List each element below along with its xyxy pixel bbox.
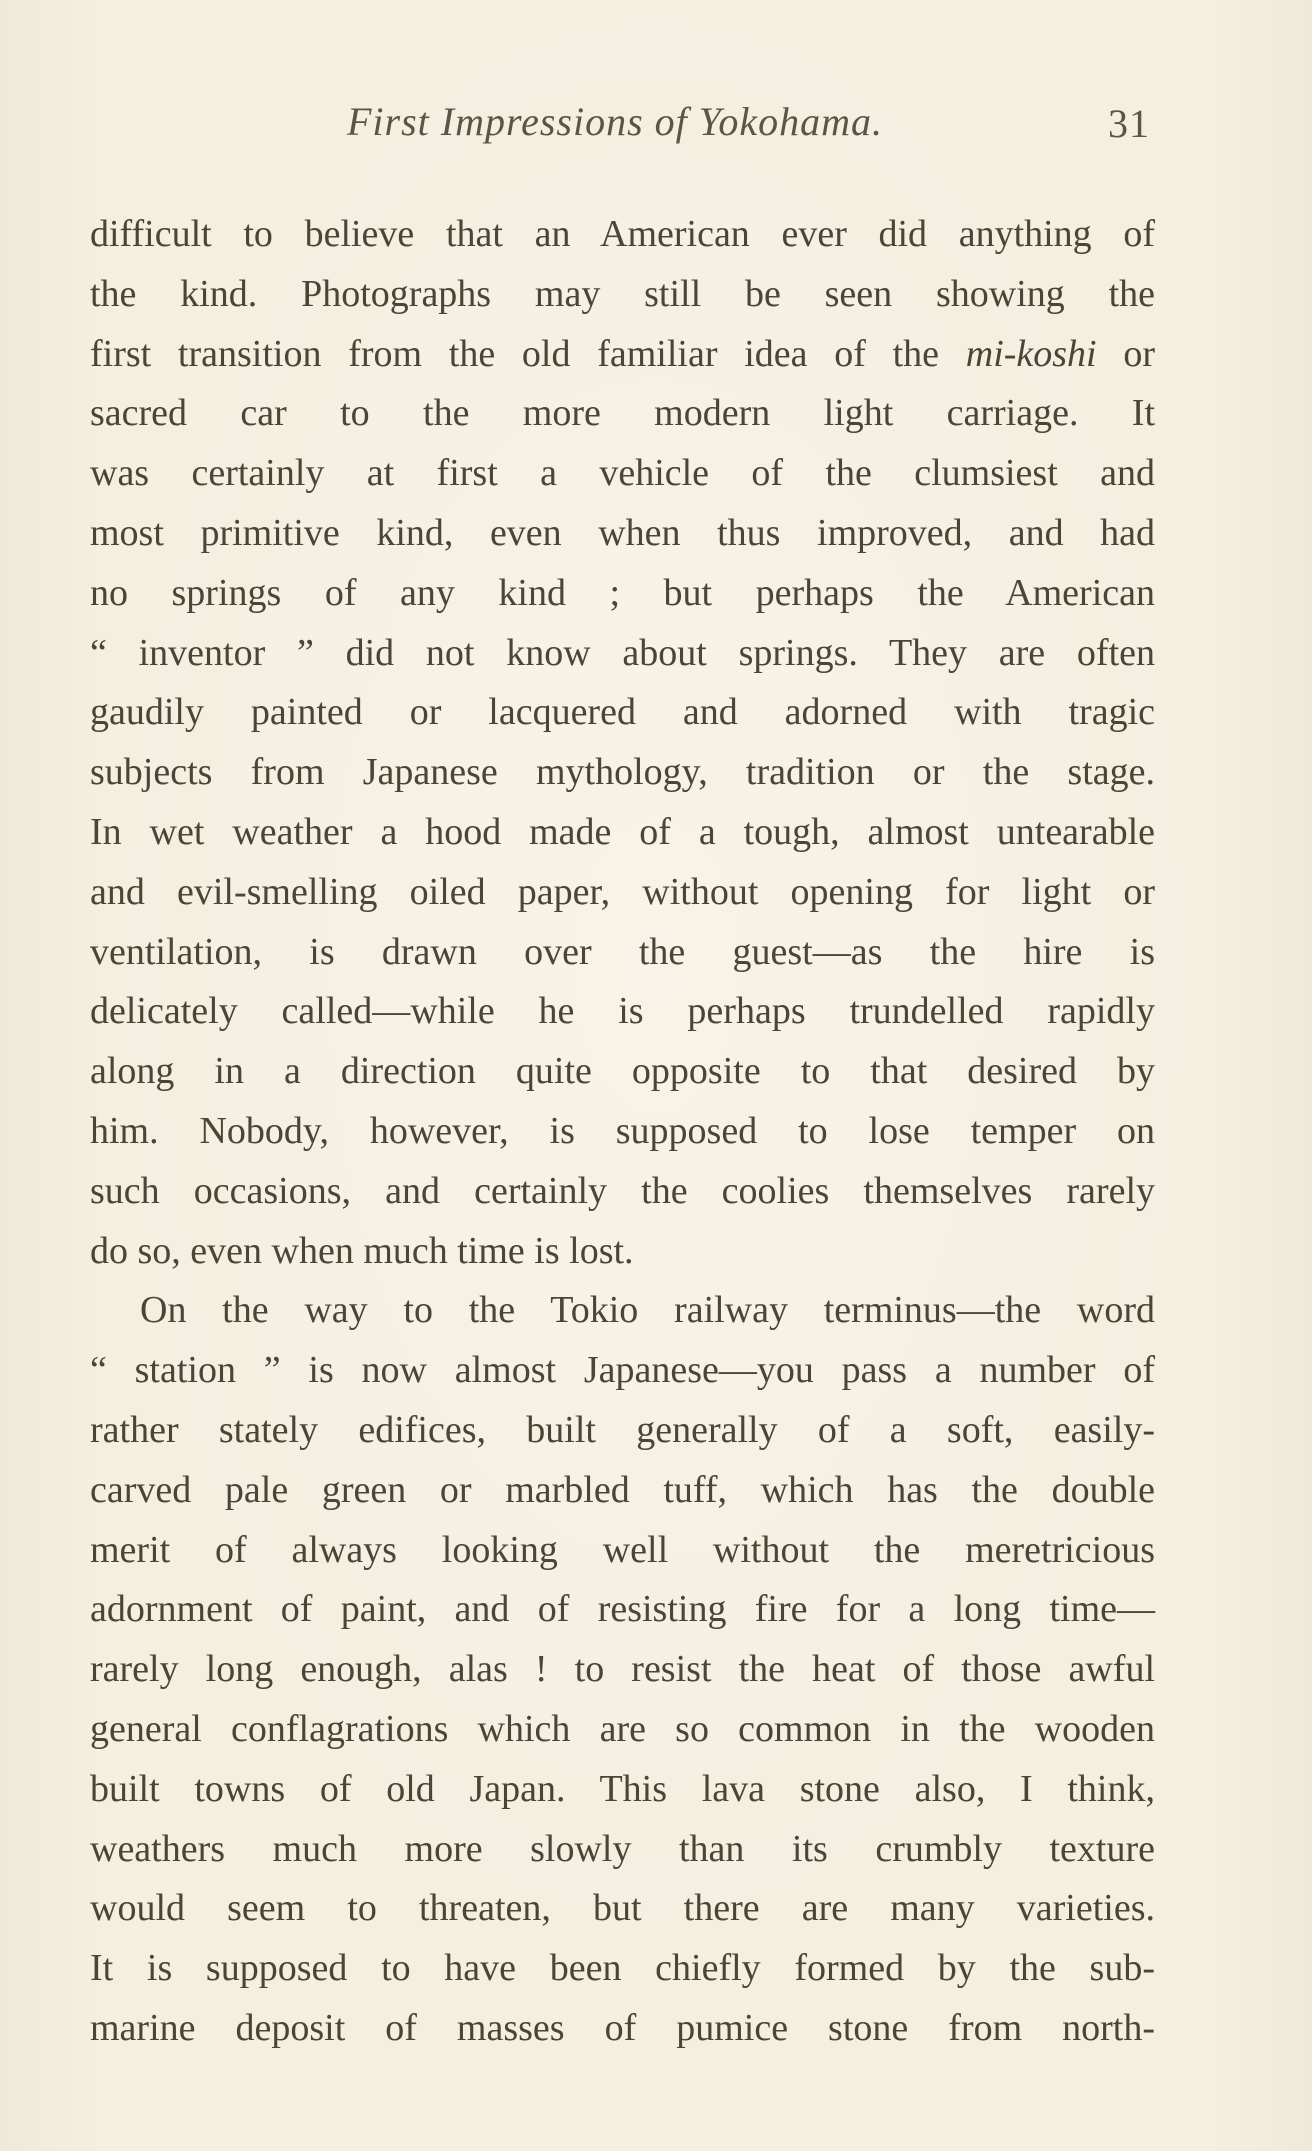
- text-line: [90, 325, 1155, 385]
- text-line: the kind. Photographs may still be seen showing the: [90, 272, 1155, 315]
- text-line: merit of always looking well without the meretricious: [90, 1528, 1155, 1571]
- text-line: rather stately edifices, built generally of a soft, easily-: [90, 1408, 1155, 1451]
- italic-term: mi-koshi: [965, 332, 1097, 375]
- text-line: carved pale green or marbled tuff, which has the double: [90, 1468, 1155, 1511]
- text-line: such occasions, and certainly the coolies themselves rarely: [90, 1169, 1155, 1212]
- text-line: and evil-smelling oiled paper, without opening for light or: [90, 870, 1155, 913]
- text-line: do so, even when much time is lost.: [90, 1229, 634, 1272]
- page-number: 31: [1108, 101, 1150, 146]
- text-line: sacred car to the more modern light carriage. It: [90, 392, 1155, 435]
- text-line: along in a direction quite opposite to that desired by: [90, 1050, 1155, 1093]
- text-line: rarely long enough, alas ! to resist the heat of those awful: [90, 1648, 1155, 1691]
- text-line: gaudily painted or lacquered and adorned with tragic: [90, 691, 1155, 734]
- text-line: difficult to believe that an American ever did anything of: [90, 213, 1155, 255]
- text-line: most primitive kind, even when thus improved, and had: [90, 511, 1155, 554]
- text-line: was certainly at first a vehicle of the clumsiest and: [90, 452, 1155, 495]
- body-text: [90, 205, 1155, 2059]
- text-line: “ inventor ” did not know about springs. They are often: [90, 631, 1155, 674]
- text-segment: first transition from the old familiar idea of the: [90, 332, 940, 375]
- text-line: It is supposed to have been chiefly formed by the sub-: [90, 1947, 1155, 1990]
- text-line: subjects from Japanese mythology, tradition or the stage.: [90, 751, 1155, 794]
- text-line: marine deposit of masses of pumice stone from north-: [90, 2006, 1155, 2049]
- text-line: On the way to the Tokio railway terminus—the word: [140, 1289, 1155, 1332]
- text-line: weathers much more slowly than its crumbly texture: [90, 1827, 1155, 1870]
- text-line: adornment of paint, and of resisting fire for a long time—: [90, 1588, 1155, 1631]
- text-line: no springs of any kind ; but perhaps the American: [90, 571, 1155, 614]
- text-line: him. Nobody, however, is supposed to lose temper on: [90, 1109, 1155, 1152]
- text-line: would seem to threaten, but there are many varieties.: [90, 1887, 1155, 1930]
- text-line: ventilation, is drawn over the guest—as the hire is: [90, 930, 1155, 973]
- text-line: “ station ” is now almost Japanese—you pass a number of: [90, 1349, 1155, 1392]
- text-line: built towns of old Japan. This lava stone also, I think,: [90, 1767, 1155, 1810]
- text-segment: or: [1123, 332, 1156, 375]
- text-line: In wet weather a hood made of a tough, almost untearable: [90, 810, 1155, 853]
- text-line: general conflagrations which are so common in the wooden: [90, 1707, 1155, 1750]
- text-line: delicately called—while he is perhaps trundelled rapidly: [90, 990, 1155, 1033]
- running-head: First Impressions of Yokohama.: [347, 99, 883, 144]
